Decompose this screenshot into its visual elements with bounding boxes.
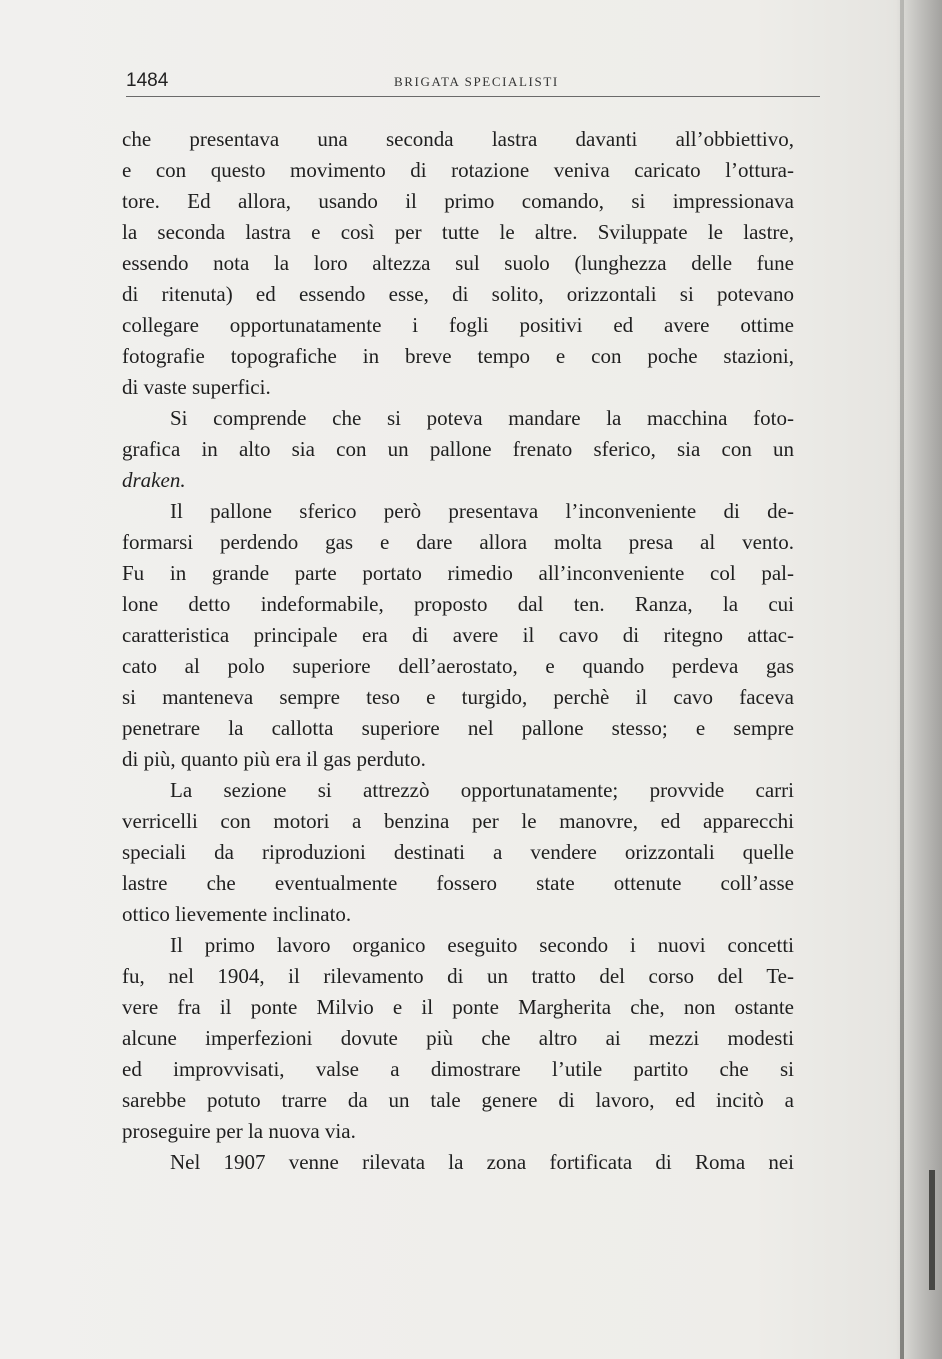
text-line: grafica in alto sia con un pallone frenato sferico, sia con un bbox=[122, 437, 794, 461]
running-title: BRIGATA SPECIALISTI bbox=[394, 74, 559, 89]
text-line: lone detto indeformabile, proposto dal ten. Ranza, la cui bbox=[122, 592, 794, 616]
text-line: essendo nota la loro altezza sul suolo (lunghezza delle fune bbox=[122, 251, 794, 275]
italic-term-line: draken. bbox=[122, 468, 186, 492]
book-spine-edge bbox=[900, 0, 904, 1359]
text-line: vere fra il ponte Milvio e il ponte Margherita che, non ostante bbox=[122, 995, 794, 1019]
text-line: che presentava una seconda lastra davanti all’obbiettivo, bbox=[122, 127, 794, 151]
text-line: fu, nel 1904, il rilevamento di un tratto del corso del Te- bbox=[122, 964, 794, 988]
text-line: fotografie topografiche in breve tempo e con poche stazioni, bbox=[122, 344, 794, 368]
text-line: lastre che eventualmente fossero state ottenute coll’asse bbox=[122, 871, 794, 895]
body-text bbox=[122, 124, 794, 1178]
text-line: speciali da riproduzioni destinati a vendere orizzontali quelle bbox=[122, 840, 794, 864]
paragraph-start-line: La sezione si attrezzò opportunatamente; provvide carri bbox=[170, 778, 794, 802]
page-number: 1484 bbox=[126, 70, 169, 91]
paragraph-start-line: Il pallone sferico però presentava l’inconveniente di de- bbox=[170, 499, 794, 523]
text-line: caratteristica principale era di avere il cavo di ritegno attac- bbox=[122, 623, 794, 647]
paragraph-start-line: Il primo lavoro organico eseguito secondo i nuovi concetti bbox=[170, 933, 794, 957]
text-line: ottico lievemente inclinato. bbox=[122, 902, 352, 926]
paragraph-start-line: Nel 1907 venne rilevata la zona fortificata di Roma nei bbox=[170, 1150, 794, 1174]
text-line: alcune imperfezioni dovute più che altro ai mezzi modesti bbox=[122, 1026, 794, 1050]
page-edge-dark-mark bbox=[929, 1170, 935, 1290]
text-line: la seconda lastra e così per tutte le altre. Sviluppate le lastre, bbox=[122, 220, 794, 244]
text-line: e con questo movimento di rotazione veniva caricato l’ottura- bbox=[122, 158, 794, 182]
text-line: cato al polo superiore dell’aerostato, e quando perdeva gas bbox=[122, 654, 794, 678]
text-line: collegare opportunatamente i fogli positivi ed avere ottime bbox=[122, 313, 794, 337]
text-line: sarebbe potuto trarre da un tale genere di lavoro, ed incitò a bbox=[122, 1088, 794, 1112]
text-line: proseguire per la nuova via. bbox=[122, 1119, 356, 1143]
text-line: si manteneva sempre teso e turgido, perchè il cavo faceva bbox=[122, 685, 794, 709]
header-rule bbox=[126, 96, 820, 97]
text-line: verricelli con motori a benzina per le manovre, ed apparecchi bbox=[122, 809, 794, 833]
paragraph-start-line: Si comprende che si poteva mandare la macchina foto- bbox=[170, 406, 794, 430]
text-line: di più, quanto più era il gas perduto. bbox=[122, 747, 426, 771]
page-header bbox=[126, 66, 820, 96]
text-line: di ritenuta) ed essendo esse, di solito, orizzontali si potevano bbox=[122, 282, 794, 306]
text-line: formarsi perdendo gas e dare allora molta presa al vento. bbox=[122, 530, 794, 554]
text-line: penetrare la callotta superiore nel pallone stesso; e sempre bbox=[122, 716, 794, 740]
text-line: Fu in grande parte portato rimedio all’inconveniente col pal- bbox=[122, 561, 794, 585]
text-line: di vaste superfici. bbox=[122, 375, 271, 399]
text-line: ed improvvisati, valse a dimostrare l’utile partito che si bbox=[122, 1057, 794, 1081]
text-line: tore. Ed allora, usando il primo comando, si impressionava bbox=[122, 189, 794, 213]
